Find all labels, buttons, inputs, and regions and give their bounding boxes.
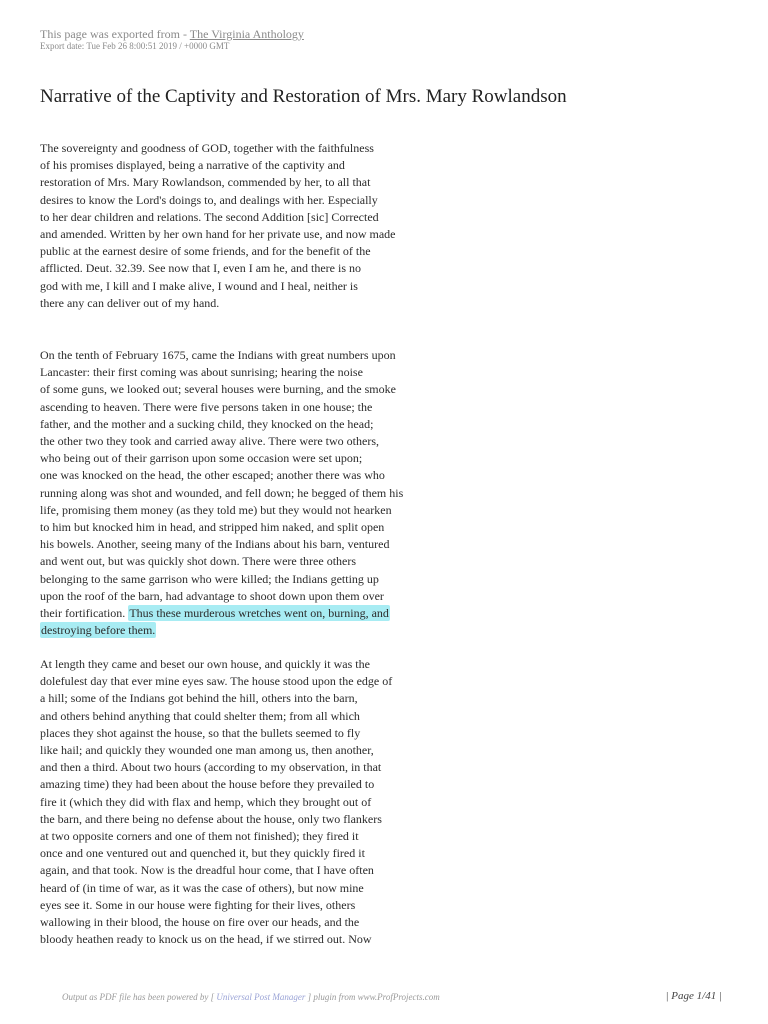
text-line: there any can deliver out of my hand. bbox=[40, 295, 220, 310]
text-line: and then a third. About two hours (according to my observation, in that bbox=[40, 760, 382, 775]
export-prefix: This page was exported from - bbox=[40, 27, 190, 41]
text-line: eyes see it. Some in our house were fighting for their lives, others bbox=[40, 897, 356, 912]
text-line: again, and that took. Now is the dreadful hour come, that I have often bbox=[40, 863, 374, 878]
text-line: The sovereignty and goodness of GOD, together with the faithfulness bbox=[40, 141, 374, 155]
text-line: places they shot against the house, so that the bullets seemed to fly bbox=[40, 725, 361, 740]
text-line: once and one ventured out and quenched it, but they quickly fired it bbox=[40, 846, 365, 861]
paragraph-house bbox=[40, 656, 460, 948]
text-line: a hill; some of the Indians got behind the hill, others into the barn, bbox=[40, 691, 358, 706]
text-line: wallowing in their blood, the house on fire over our heads, and the bbox=[40, 915, 360, 930]
text-line: father, and the mother and a sucking child, they knocked on the head; bbox=[40, 416, 374, 431]
text-line: like hail; and quickly they wounded one man among us, then another, bbox=[40, 743, 374, 758]
text-line bbox=[40, 622, 460, 639]
export-notice bbox=[40, 27, 304, 42]
text-line: to her dear children and relations. The second Addition [sic] Corrected bbox=[40, 209, 379, 224]
text-line: afflicted. Deut. 32.39. See now that I, even I am he, and there is no bbox=[40, 261, 362, 276]
text-line: upon the roof of the barn, had advantage to shoot down upon them over bbox=[40, 588, 384, 603]
paragraph-attack bbox=[40, 347, 460, 639]
footer-suffix: ] plugin from www.ProfProjects.com bbox=[305, 992, 440, 1002]
highlighted-text[interactable]: destroying before them. bbox=[41, 623, 156, 638]
site-link[interactable]: The Virginia Anthology bbox=[189, 27, 304, 41]
text-line: at two opposite corners and one of them not finished); they fired it bbox=[40, 829, 359, 844]
page-number: | Page 1/41 | bbox=[665, 990, 722, 1002]
text-line: amazing time) they had been about the house before they prevailed to bbox=[40, 777, 375, 792]
text-line: and others behind anything that could shelter them; from all which bbox=[40, 708, 360, 723]
text-line: ascending to heaven. There were five persons taken in one house; the bbox=[40, 399, 373, 414]
text-line: and amended. Written by her own hand for her private use, and now made bbox=[40, 227, 396, 242]
footer-prefix: Output as PDF file has been powered by [ bbox=[62, 992, 217, 1002]
text-line: one was knocked on the head, the other escaped; another there was who bbox=[40, 468, 385, 483]
text-line: desires to know the Lord's doings to, and dealings with her. Especially bbox=[40, 192, 378, 207]
text-line: On the tenth of February 1675, came the Indians with great numbers upon bbox=[40, 348, 396, 362]
text-line: bloody heathen ready to knock us on the head, if we stirred out. Now bbox=[40, 932, 372, 947]
text-line bbox=[40, 605, 460, 622]
footer-plugin-link[interactable]: Universal Post Manager bbox=[216, 992, 306, 1002]
text-line: of his promises displayed, being a narrative of the captivity and bbox=[40, 158, 345, 173]
text-line: of some guns, we looked out; several houses were burning, and the smoke bbox=[40, 382, 396, 397]
text-line: belonging to the same garrison who were killed; the Indians getting up bbox=[40, 571, 379, 586]
export-date: Export date: Tue Feb 26 8:00:51 2019 / +0000 GMT bbox=[40, 41, 230, 51]
text-line: the barn, and there being no defense about the house, only two flankers bbox=[40, 811, 382, 826]
text-line: public at the earnest desire of some friends, and for the benefit of the bbox=[40, 244, 371, 259]
text-line: life, promising them money (as they told me) but they would not hearken bbox=[40, 502, 392, 517]
pdf-footer bbox=[62, 992, 440, 1002]
text-line: god with me, I kill and I make alive, I wound and I heal, neither is bbox=[40, 278, 358, 293]
text-line: his bowels. Another, seeing many of the Indians about his barn, ventured bbox=[40, 537, 390, 552]
text-line: heard of (in time of war, as it was the case of others), but now mine bbox=[40, 880, 364, 895]
text-line: dolefulest day that ever mine eyes saw. The house stood upon the edge of bbox=[40, 674, 393, 689]
text-line: who being out of their garrison upon some occasion were set upon; bbox=[40, 451, 363, 466]
text-line: running along was shot and wounded, and fell down; he begged of them his bbox=[40, 485, 404, 500]
text-line-plain: their fortification. bbox=[40, 606, 129, 621]
text-line: restoration of Mrs. Mary Rowlandson, commended by her, to all that bbox=[40, 175, 371, 190]
text-line: to him but knocked him in head, and stripped him naked, and split open bbox=[40, 520, 385, 535]
page-title: Narrative of the Captivity and Restoration of Mrs. Mary Rowlandson bbox=[40, 86, 567, 107]
paragraph-intro bbox=[40, 140, 460, 312]
text-line: At length they came and beset our own house, and quickly it was the bbox=[40, 657, 370, 671]
highlighted-text[interactable]: Thus these murderous wretches went on, burning, and bbox=[129, 606, 389, 621]
text-line: fire it (which they did with flax and hemp, which they brought out of bbox=[40, 794, 372, 809]
text-line: the other two they took and carried away alive. There were two others, bbox=[40, 434, 379, 449]
text-line: Lancaster: their first coming was about sunrising; hearing the noise bbox=[40, 365, 363, 380]
text-line: and went out, but was quickly shot down. There were three others bbox=[40, 554, 357, 569]
